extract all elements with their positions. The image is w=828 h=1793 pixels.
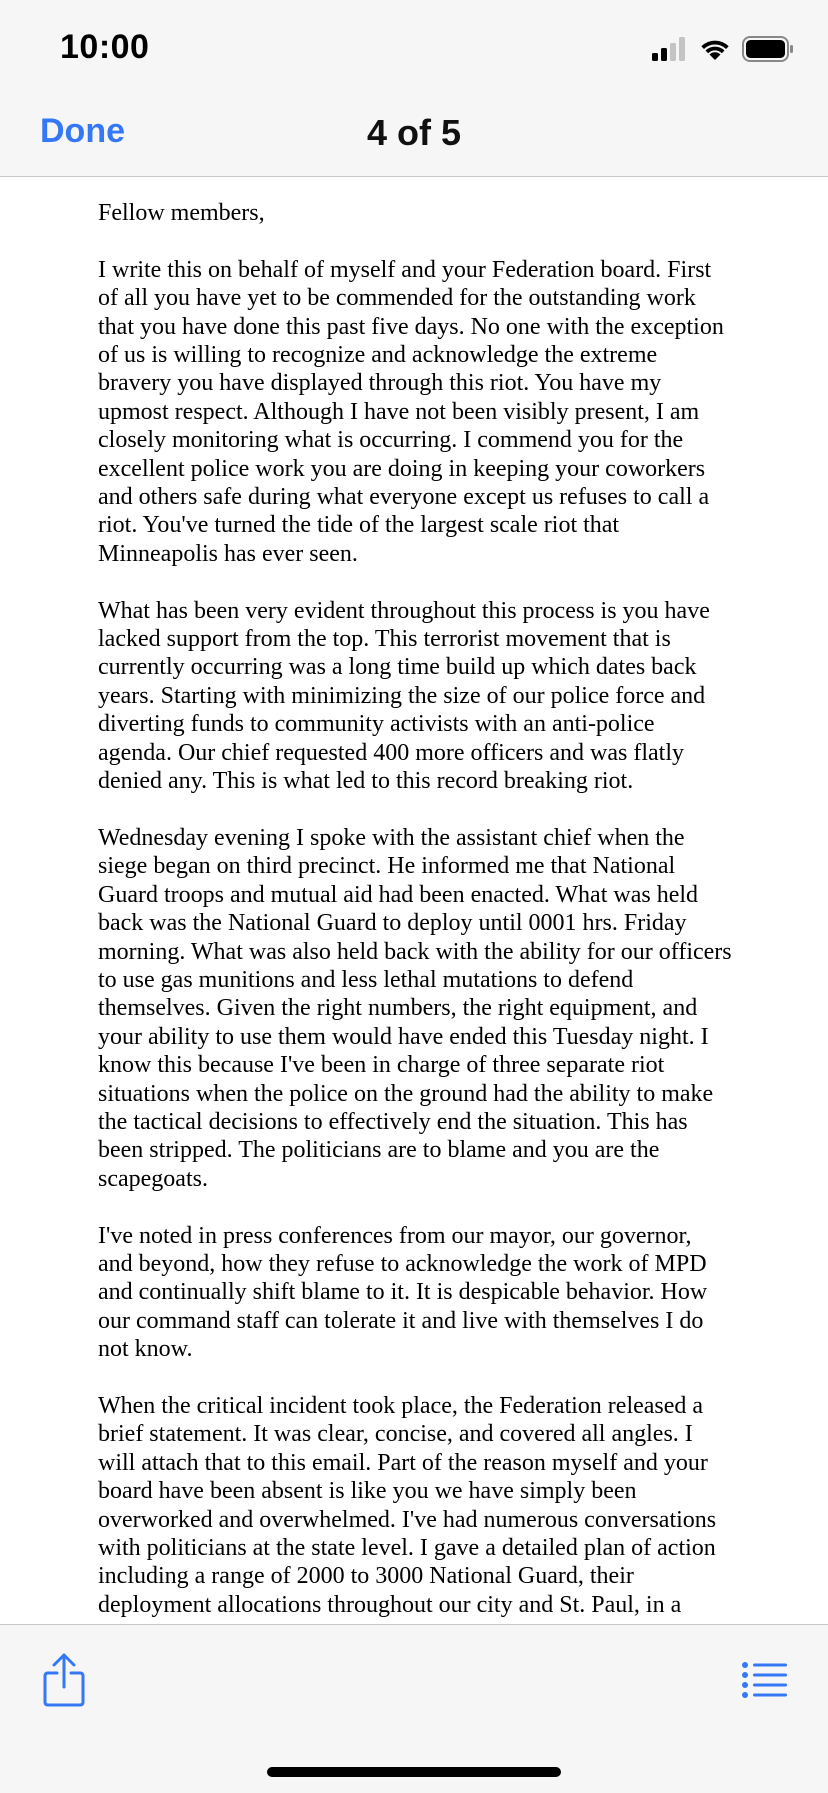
cellular-signal-icon [652, 37, 688, 61]
paragraph: When the critical incident took place, the Federation released a brief statement. It was clear, concise, and covered all angles. I will attach that to this email. Part of the reason myself and your board have been absent is like you we have simply been overworked and overwhelmed. I've had numerous conversations with politicians at the state level. I gave a detailed plan of action including a range of 2000 to 3000 National Guard, their deployment allocations throughout our city and St. Paul, in a [98, 1392, 717, 1618]
done-button[interactable]: Done [40, 112, 125, 150]
bottom-toolbar [0, 1624, 828, 1793]
status-time: 10:00 [60, 28, 150, 66]
paragraph: What has been very evident throughout this process is you have lacked support from the top. This terrorist movement that is currently occurring was a long time build up which dates back years. Starting with minimizing the size of our police force and diverting funds to community activists with an anti-police agenda. Our chief requested 400 more officers and was flatly denied any. This is what led to this record breaking riot. [98, 597, 710, 795]
nav-bar [0, 100, 828, 177]
salutation: Fellow members, [98, 200, 265, 226]
page-indicator: 4 of 5 [366, 112, 462, 153]
document-viewer[interactable] [0, 177, 828, 1624]
paragraph: I've noted in press conferences from our mayor, our governor, and beyond, how they refuse to acknowledge the work of MPD and continually shift blame to it. It is despicable behavior. How our command staff can tolerate it and live with themselves I do not know. [98, 1222, 708, 1363]
status-bar [0, 0, 828, 100]
paragraph: Wednesday evening I spoke with the assistant chief when the siege began on third precinct. He informed me that National Guard troops and mutual aid had been enacted. What was held back was the National Guard to deploy until 0001 hrs. Friday morning. What was also held back with the ability for our officers to use gas munitions and less lethal mutations to defend themselves. Given the right numbers, the right equipment, and your ability to use them would have ended this Tuesday night. I know this because I've been in charge of three separate riot situations when the police on the ground had the ability to make the tactical decisions to effectively end the situation. This has been stripped. The politicians are to blame and you are the scapegoats. [98, 824, 732, 1192]
status-icons [652, 36, 794, 62]
battery-icon [742, 36, 794, 62]
home-indicator[interactable] [267, 1767, 561, 1777]
wifi-icon [698, 36, 732, 62]
document-page [98, 199, 732, 1624]
share-icon[interactable] [42, 1653, 86, 1707]
paragraph: I write this on behalf of myself and your Federation board. First of all you have yet to be commended for the outstanding work that you have done this past five days. No one with the exception of us is willing to recognize and acknowledge the extreme bravery you have displayed through this riot. You have my upmost respect. Although I have not been visibly present, I am closely monitoring what is occurring. I commend you for the excellent police work you are doing in keeping your coworkers and others safe during what everyone except us refuses to call a riot. You've turned the tide of the largest scale riot that Minneapolis has ever seen. [98, 256, 724, 567]
list-icon[interactable] [742, 1661, 788, 1699]
